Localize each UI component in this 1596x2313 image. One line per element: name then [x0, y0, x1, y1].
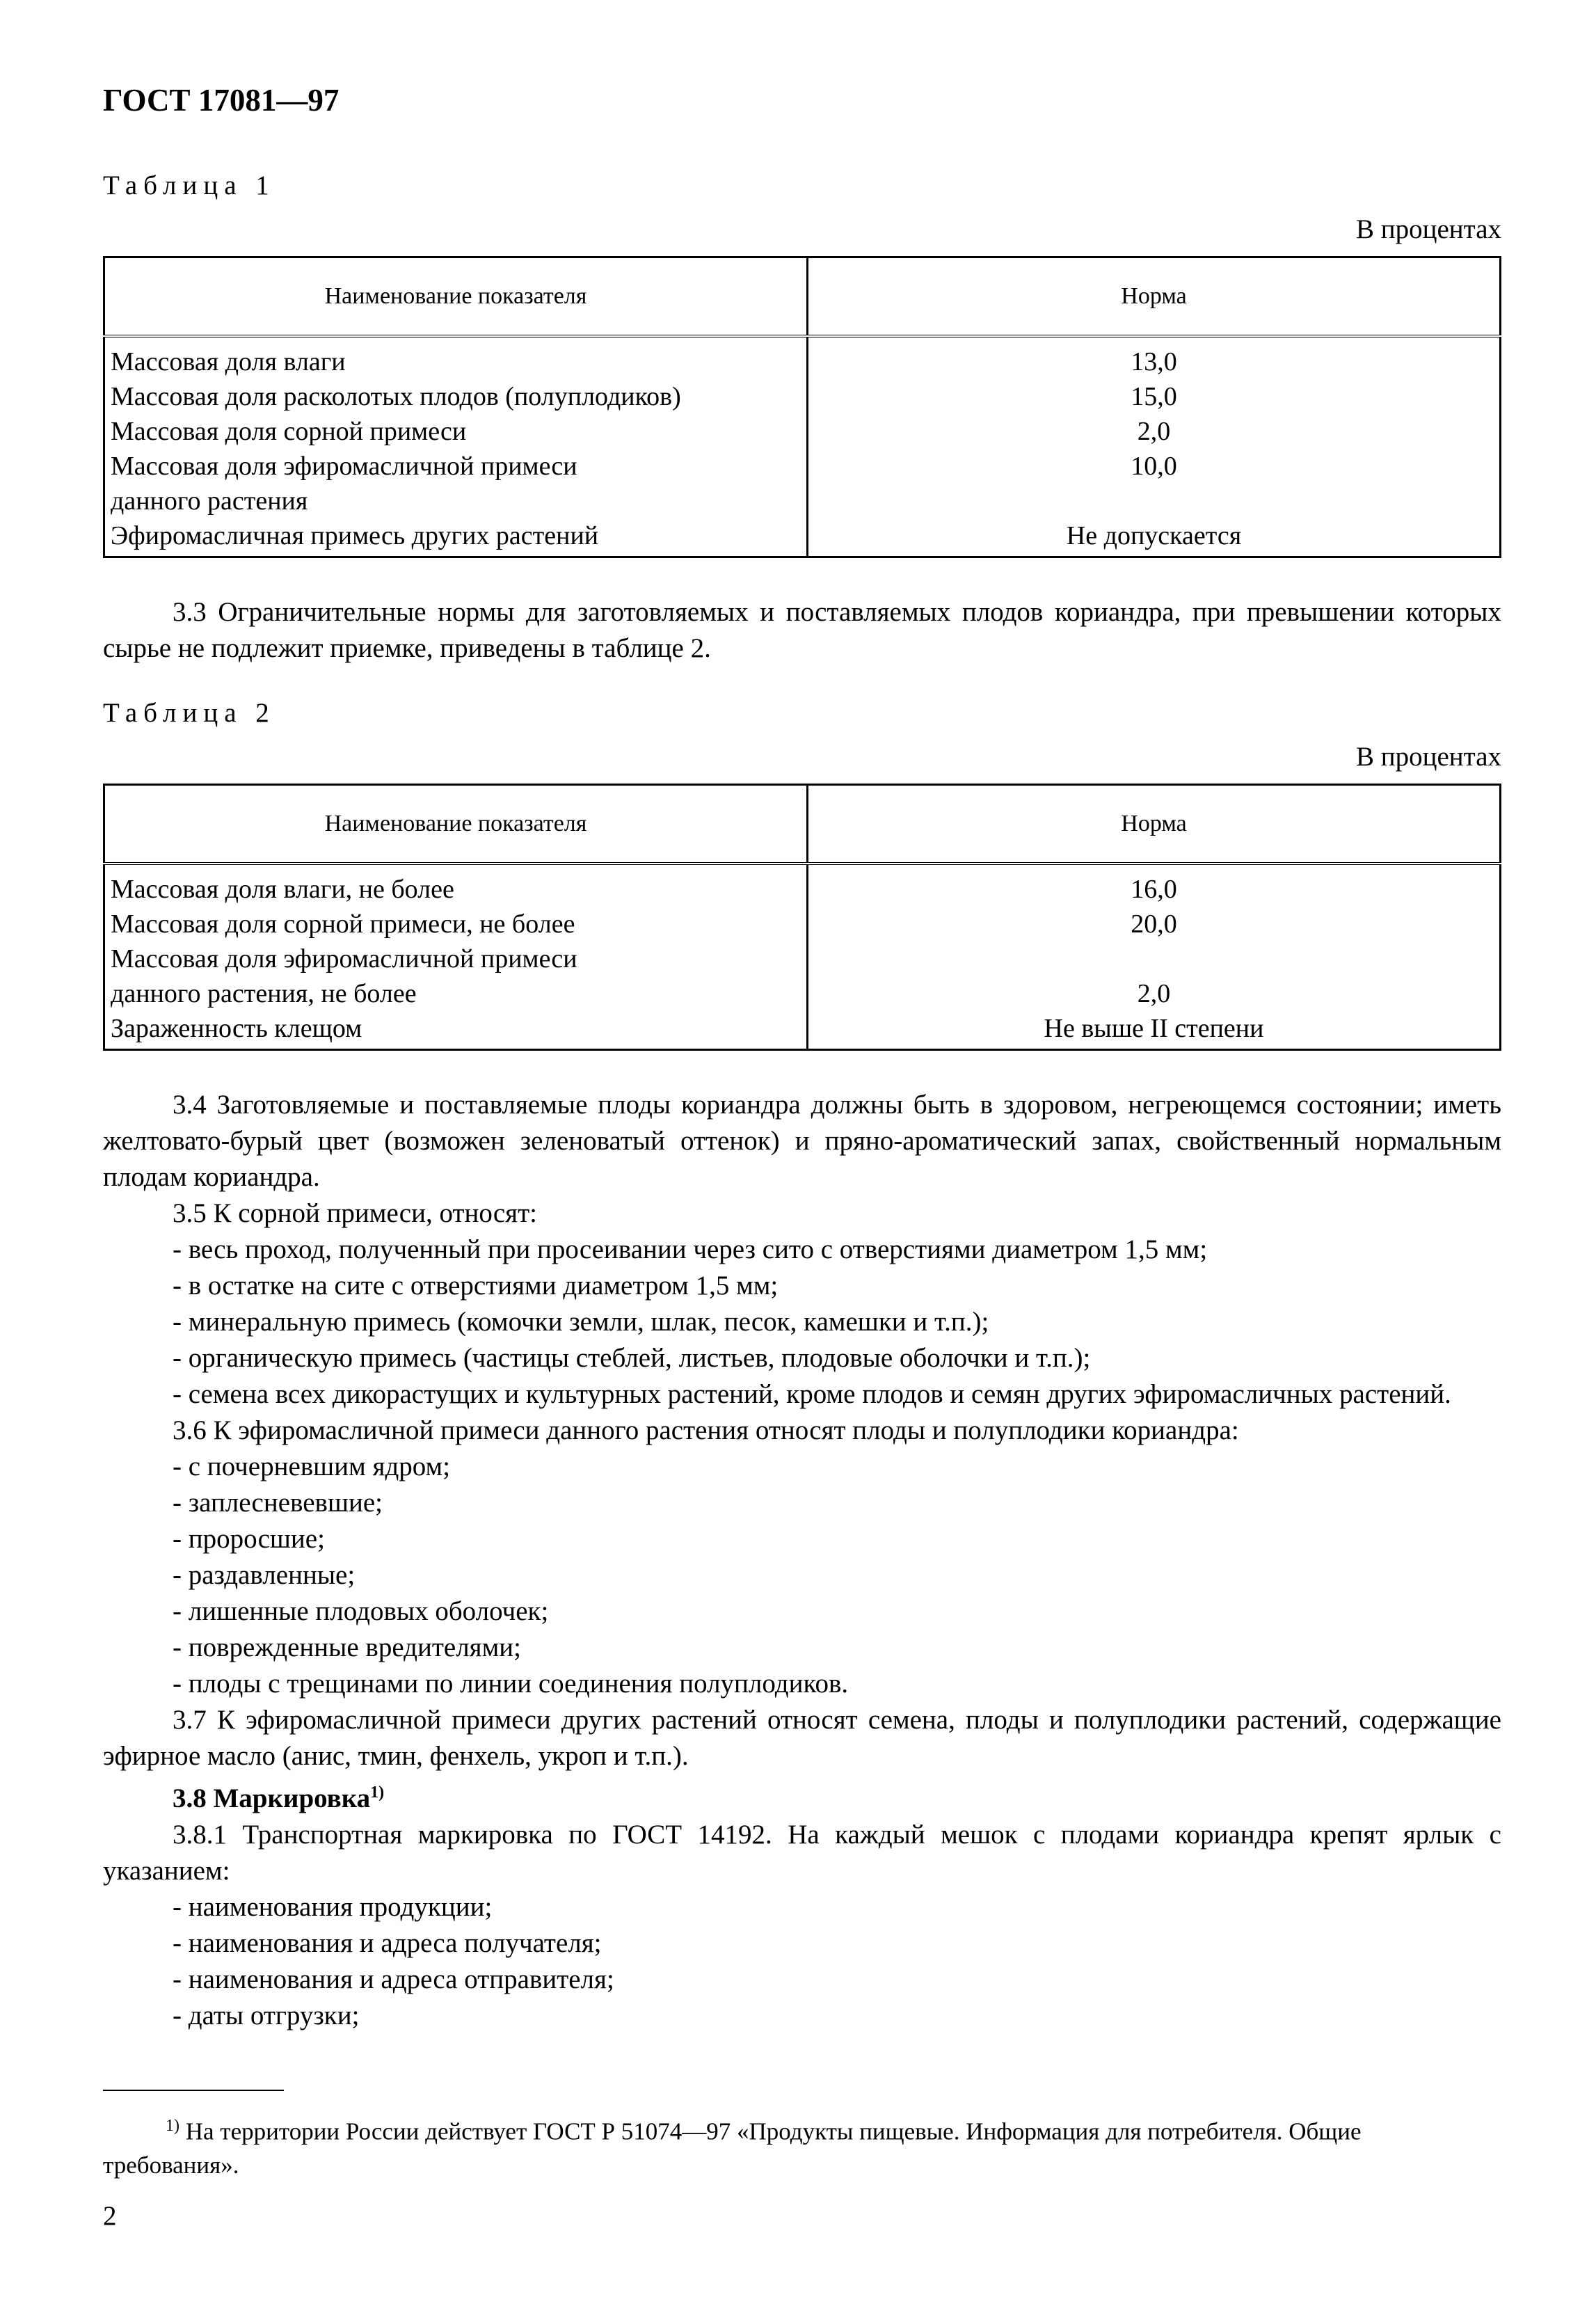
row-name: Массовая доля эфиромасличной примеси	[104, 449, 808, 484]
row-value	[808, 941, 1501, 976]
table2-caption: Таблица 2	[103, 698, 276, 728]
table-row	[104, 976, 1501, 1011]
paragraph-3-3: 3.3 Ограничительные нормы для заготовляемых и поставляемых плодов кориандра, при превышении которых сырье не подлежит приемке, приведены в таблице 2.	[103, 597, 1501, 663]
row-name: данного растения	[104, 484, 808, 518]
list-item: - весь проход, полученный при просеивании через сито с отверстиями диаметром 1,5 мм;	[173, 1234, 1208, 1264]
row-name: Массовая доля расколотых плодов (полуплодиков)	[104, 379, 808, 414]
table-row	[104, 449, 1501, 484]
page-number: 2	[103, 2200, 117, 2231]
paragraph-3-6: 3.6 К эфиромасличной примеси данного растения относят плоды и полуплодики кориандра:	[173, 1415, 1239, 1445]
table2	[103, 784, 1501, 1051]
row-value: 2,0	[1137, 417, 1171, 446]
footnote-ref: 1)	[370, 1783, 385, 1802]
table1-unit: В процентах	[1355, 214, 1501, 244]
table-header-row	[104, 257, 1501, 337]
section-heading-3-8	[103, 1774, 1501, 1817]
list-item: - в остатке на сите с отверстиями диаметром 1,5 мм;	[173, 1271, 779, 1301]
row-name: Массовая доля влаги	[104, 336, 808, 379]
row-value: Не выше II степени	[1044, 1014, 1264, 1043]
row-name: данного растения, не более	[104, 976, 808, 1011]
column-header-name: Наименование показателя	[104, 785, 808, 864]
list-item: - наименования продукции;	[173, 1892, 493, 1922]
paragraph-3-5: 3.5 К сорной примеси, относят:	[173, 1198, 537, 1228]
list-item: - органическую примесь (частицы стеблей, листьев, плодовые оболочки и т.п.);	[173, 1343, 1091, 1373]
list-item: - раздавленные;	[173, 1560, 356, 1590]
list-item: - семена всех дикорастущих и культурных растений, кроме плодов и семян других эфиромасличных растений.	[173, 1379, 1451, 1409]
row-value: 15,0	[1131, 382, 1177, 411]
row-value: Не допускается	[1066, 521, 1242, 550]
list-item: - наименования и адреса получателя;	[173, 1928, 602, 1958]
table-row	[104, 379, 1501, 414]
column-header-norm: Норма	[1121, 283, 1187, 309]
table1	[103, 256, 1501, 558]
list-item: - минеральную примесь (комочки земли, шлак, песок, камешки и т.п.);	[173, 1307, 989, 1337]
list-item: - лишенные плодовых оболочек;	[173, 1596, 549, 1626]
row-name: Массовая доля влаги, не более	[104, 864, 808, 907]
row-value: 10,0	[1131, 452, 1177, 481]
row-value: 16,0	[1131, 875, 1177, 904]
footnote	[103, 2109, 1501, 2182]
table-row	[104, 941, 1501, 976]
row-name: Массовая доля сорной примеси	[104, 414, 808, 449]
table-row	[104, 518, 1501, 557]
list-item: - проросшие;	[173, 1524, 325, 1554]
column-header-name: Наименование показателя	[104, 257, 808, 337]
row-value: 13,0	[1131, 347, 1177, 376]
list-item: - плоды с трещинами по линии соединения полуплодиков.	[173, 1669, 849, 1699]
list-item: - даты отгрузки;	[173, 2001, 360, 2030]
document-header: ГОСТ 17081—97	[103, 83, 340, 118]
footnote-text: На территории России действует ГОСТ Р 51074—97 «Продукты пищевые. Информация для потребителя. Общие требования».	[103, 2117, 1362, 2179]
list-item: - с почерневшим ядром;	[173, 1452, 451, 1481]
table-row	[104, 484, 1501, 518]
table1-caption: Таблица 1	[103, 170, 276, 200]
table-row	[104, 907, 1501, 941]
table-row	[104, 336, 1501, 379]
section-heading-text: 3.8 Маркировка	[173, 1783, 371, 1813]
row-name: Эфиромасличная примесь других растений	[104, 518, 808, 557]
column-header-norm: Норма	[1121, 811, 1187, 836]
row-name: Массовая доля сорной примеси, не более	[104, 907, 808, 941]
table-row	[104, 864, 1501, 907]
table-header-row	[104, 785, 1501, 864]
table2-unit: В процентах	[1355, 742, 1501, 772]
row-value	[808, 484, 1501, 518]
row-name: Зараженность клещом	[104, 1011, 808, 1050]
paragraph-3-8-1: 3.8.1 Транспортная маркировка по ГОСТ 14192. На каждый мешок с плодами кориандра крепят ярлык с указанием:	[103, 1820, 1501, 1886]
list-item: - наименования и адреса отправителя;	[173, 1964, 614, 1994]
row-name: Массовая доля эфиромасличной примеси	[104, 941, 808, 976]
footnote-mark: 1)	[166, 2117, 179, 2135]
footnote-divider	[103, 2090, 284, 2091]
paragraph-3-7: 3.7 К эфиромасличной примеси других растений относят семена, плоды и полуплодики растений, содержащие эфирное масло (анис, тмин, фенхель, укроп и т.п.).	[103, 1705, 1501, 1771]
list-item: - поврежденные вредителями;	[173, 1632, 522, 1662]
document-page	[103, 70, 1501, 2232]
list-item: - заплесневевшие;	[173, 1488, 383, 1518]
row-value: 2,0	[1137, 979, 1171, 1008]
paragraph-3-4: 3.4 Заготовляемые и поставляемые плоды кориандра должны быть в здоровом, негреющемся состоянии; иметь желтовато-бурый цвет (возможен зеленоватый оттенок) и пряно-ароматический запах, свойственный нормальным плодам кориандра.	[103, 1090, 1501, 1192]
table-row	[104, 1011, 1501, 1050]
table-row	[104, 414, 1501, 449]
row-value: 20,0	[1131, 909, 1177, 939]
